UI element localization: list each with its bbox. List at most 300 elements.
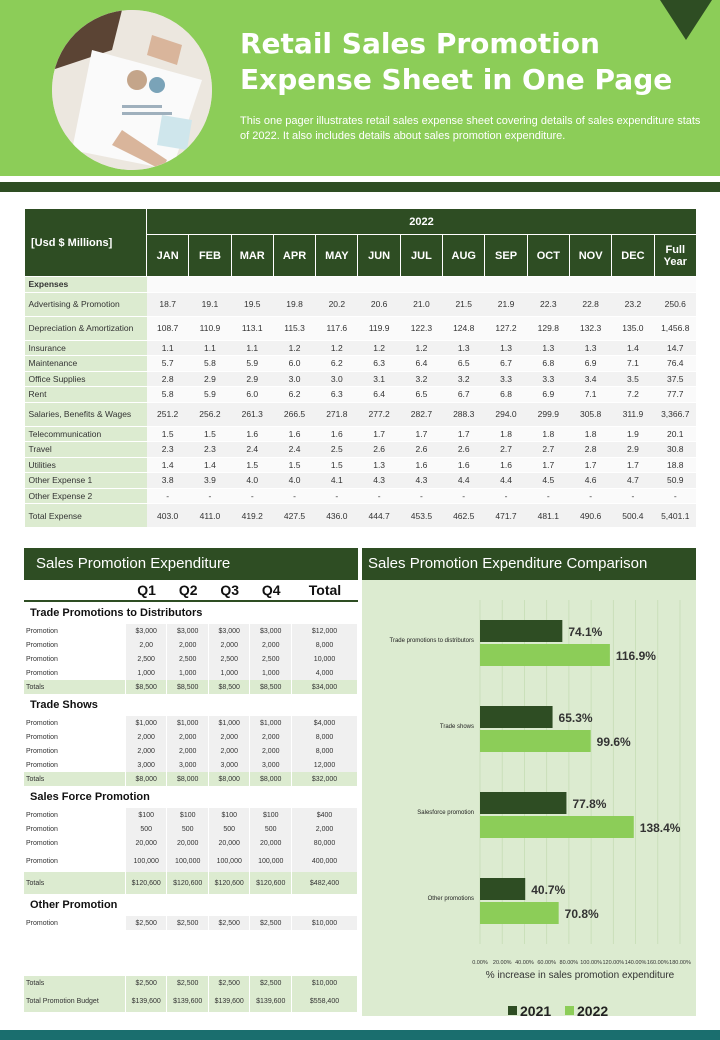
expense-value: 1.3 [443,340,485,356]
expense-row [25,292,697,316]
expense-value: 305.8 [569,402,611,426]
row-value: 8,000 [292,730,358,744]
row-value: $139,600 [126,990,168,1012]
expense-value: 3,366.7 [654,402,696,426]
expense-value: 299.9 [527,402,569,426]
quarter-col-header: Total [308,582,342,598]
bar-2022 [480,644,610,666]
row-value: 500 [209,822,251,836]
expense-value: 7.1 [612,356,654,372]
expense-label: Other Expense 1 [25,473,147,489]
row-label: Totals [24,872,126,894]
row-value: $2,500 [167,916,209,930]
expense-value: - [400,488,442,504]
row-value: 2,500 [209,652,251,666]
expense-value: 77.7 [654,387,696,403]
expense-value: 124.8 [443,316,485,340]
row-value: 2,000 [167,730,209,744]
expense-value: 1.6 [273,426,315,442]
expense-value: 6.9 [527,387,569,403]
expense-value: 250.6 [654,292,696,316]
expense-value: 3.3 [485,371,527,387]
row-value: $8,000 [209,772,251,786]
expense-value: 2.8 [569,442,611,458]
row-label: Totals [24,680,126,694]
expense-value: 20.2 [316,292,358,316]
row-value: $100 [126,808,168,822]
row-value: 500 [250,822,292,836]
bar-2021 [480,792,566,814]
expense-value: 1.1 [147,340,189,356]
expense-label: Office Supplies [25,371,147,387]
expense-value: 2.6 [400,442,442,458]
month-header: Full Year [654,235,696,277]
promotion-row [24,822,358,836]
expense-value: 444.7 [358,504,400,528]
row-value: 2,000 [209,638,251,652]
row-value: 20,000 [250,836,292,850]
data-label-2021: 77.8% [572,797,607,811]
data-label-2021: 65.3% [558,711,593,725]
row-value: $1,000 [126,716,168,730]
expense-value: 20.6 [358,292,400,316]
expense-value: 1,456.8 [654,316,696,340]
expense-value: 1.3 [527,340,569,356]
section-label: Expenses [25,277,147,293]
promotion-group-title: Other Promotion [30,899,118,911]
year-header: 2022 [147,209,697,235]
expense-value: 3.9 [189,473,231,489]
promotion-group-title: Trade Shows [30,699,98,711]
row-value: 10,000 [292,652,358,666]
row-value: 400,000 [292,850,358,872]
expense-value: 4.6 [569,473,611,489]
bar-2021 [480,706,553,728]
expense-value: 6.3 [358,356,400,372]
row-value: 3,000 [209,758,251,772]
expense-value: 4.3 [400,473,442,489]
data-label-2021: 40.7% [531,883,566,897]
tick-label: 80.00% [559,960,579,966]
expense-row [25,402,697,426]
row-value: 100,000 [209,850,251,872]
row-value: 12,000 [292,758,358,772]
expense-value: 2.9 [189,371,231,387]
tick-label: 0.00% [472,960,488,966]
promotion-row [24,850,358,872]
row-value: $558,400 [292,990,358,1012]
bar-2021 [480,620,562,642]
row-value: $3,000 [209,624,251,638]
totals-row [24,680,358,694]
tick-label: 100.00% [580,960,602,966]
row-value: $2,500 [250,976,292,990]
totals-row [24,976,358,990]
expense-value: 3.0 [316,371,358,387]
expense-value: 1.2 [358,340,400,356]
row-label: Promotion [24,836,126,850]
expense-value: 3.5 [612,371,654,387]
expense-row [25,504,697,528]
month-header: AUG [443,235,485,277]
row-value: $2,500 [126,976,168,990]
expense-value: 6.2 [316,356,358,372]
promotion-row [24,916,358,930]
expense-value: 1.7 [358,426,400,442]
expense-row [25,387,697,403]
x-axis-label: % increase in sales promotion expenditure [485,970,675,981]
expense-value: 1.4 [612,340,654,356]
expense-value: 1.8 [527,426,569,442]
row-value: 2,000 [209,730,251,744]
expense-value: 4.5 [527,473,569,489]
expense-row [25,426,697,442]
row-label: Totals [24,976,126,990]
expense-value: 490.6 [569,504,611,528]
expense-value: 6.3 [316,387,358,403]
expense-value: 23.2 [612,292,654,316]
expense-value: 7.1 [569,387,611,403]
month-header: APR [273,235,315,277]
expense-value: 1.3 [569,340,611,356]
row-value: $139,600 [250,990,292,1012]
totals-row [24,772,358,786]
expense-label: Insurance [25,340,147,356]
expense-value: 119.9 [358,316,400,340]
row-value: $8,500 [250,680,292,694]
row-value: $100 [250,808,292,822]
expense-value: 113.1 [231,316,273,340]
row-value: 1,000 [126,666,168,680]
expense-value: 6.8 [485,387,527,403]
expense-value: 6.8 [527,356,569,372]
promotion-expenditure-title: Sales Promotion Expenditure [24,548,358,580]
expense-value: 1.8 [485,426,527,442]
row-value: 8,000 [292,744,358,758]
row-value: $2,500 [167,976,209,990]
bar-2022 [480,902,559,924]
expense-table [24,208,697,528]
expense-value: 3.8 [147,473,189,489]
expense-row [25,473,697,489]
expense-label: Utilities [25,457,147,473]
row-value: $120,600 [209,872,251,894]
expense-value: 282.7 [400,402,442,426]
expense-value: 1.1 [189,340,231,356]
row-label: Promotion [24,652,126,666]
expense-label: Depreciation & Amortization [25,316,147,340]
expense-value: 481.1 [527,504,569,528]
row-label: Promotion [24,730,126,744]
expense-value: 500.4 [612,504,654,528]
row-label: Promotion [24,822,126,836]
expense-value: 4.4 [443,473,485,489]
row-label: Promotion [24,624,126,638]
expense-value: 1.7 [443,426,485,442]
bar-2021 [480,878,525,900]
promotion-row [24,716,358,730]
row-value: 20,000 [167,836,209,850]
totals-row [24,872,358,894]
row-value: $3,000 [126,624,168,638]
row-value: $1,000 [167,716,209,730]
header-banner [0,0,720,176]
expense-value: 2.7 [527,442,569,458]
expense-value: 4.4 [485,473,527,489]
expense-value: 1.6 [231,426,273,442]
expense-value: 3.2 [400,371,442,387]
row-value: 2,000 [126,744,168,758]
row-value: $120,600 [250,872,292,894]
expense-value: 7.2 [612,387,654,403]
expense-label: Other Expense 2 [25,488,147,504]
promotion-row [24,730,358,744]
expense-value: 6.0 [273,356,315,372]
month-header: FEB [189,235,231,277]
row-value: $3,000 [167,624,209,638]
expense-value: 4.0 [231,473,273,489]
row-value: 2,500 [126,652,168,666]
row-value: $10,000 [292,916,358,930]
expense-value: - [358,488,400,504]
month-header: DEC [612,235,654,277]
expense-value: 251.2 [147,402,189,426]
expense-value: - [569,488,611,504]
expense-value: 2.4 [273,442,315,458]
expense-value: 2.9 [231,371,273,387]
expense-value: 1.2 [316,340,358,356]
expense-value: 22.3 [527,292,569,316]
expense-value: 1.5 [189,426,231,442]
row-value: $34,000 [292,680,358,694]
row-value: $2,500 [209,916,251,930]
expense-value: 6.4 [400,356,442,372]
data-label-2022: 99.6% [596,735,631,749]
promotion-row [24,666,358,680]
expense-value: 14.7 [654,340,696,356]
tick-label: 180.00% [669,960,691,966]
footer-bar [0,1030,720,1040]
expense-value: 2.8 [147,371,189,387]
expense-value: 462.5 [443,504,485,528]
row-value: 3,000 [126,758,168,772]
expense-value: 19.1 [189,292,231,316]
totals-row [24,990,358,1012]
row-value: $4,000 [292,716,358,730]
expense-row [25,442,697,458]
row-value: $120,600 [167,872,209,894]
expense-value: - [485,488,527,504]
row-value: 4,000 [292,666,358,680]
row-value: $139,600 [209,990,251,1012]
expense-value: 18.8 [654,457,696,473]
expense-value: 471.7 [485,504,527,528]
promotion-row [24,638,358,652]
row-value: 100,000 [250,850,292,872]
expense-value: 1.5 [231,457,273,473]
row-value: 100,000 [167,850,209,872]
expense-row [25,356,697,372]
expense-value: 4.1 [316,473,358,489]
row-value: $2,500 [250,916,292,930]
title-line-1: Retail Sales Promotion [240,27,600,60]
expense-value: 453.5 [400,504,442,528]
row-value: 80,000 [292,836,358,850]
tick-label: 20.00% [492,960,512,966]
expense-value: 117.6 [316,316,358,340]
expense-value: 2.6 [358,442,400,458]
expense-value: 129.8 [527,316,569,340]
row-value: $8,500 [126,680,168,694]
month-header: SEP [485,235,527,277]
expense-value: 1.5 [316,457,358,473]
month-header: JUN [358,235,400,277]
expense-value: - [654,488,696,504]
row-value: 1,000 [167,666,209,680]
row-value: 2,00 [126,638,168,652]
expense-value: 1.9 [612,426,654,442]
promotion-row [24,744,358,758]
row-value: $400 [292,808,358,822]
row-label: Total Promotion Budget [24,990,126,1012]
expense-value: 127.2 [485,316,527,340]
promotion-row [24,758,358,772]
expense-value: 132.3 [569,316,611,340]
expense-value: 50.9 [654,473,696,489]
chart-title: Sales Promotion Expenditure Comparison [362,548,696,580]
expense-value: 21.5 [443,292,485,316]
expense-value: - [316,488,358,504]
expense-value: 19.5 [231,292,273,316]
row-value: $2,500 [126,916,168,930]
row-value: 2,000 [250,638,292,652]
category-label: Trade shows [439,724,474,730]
row-value: 2,000 [292,822,358,836]
row-value: $139,600 [167,990,209,1012]
expense-label: Advertising & Promotion [25,292,147,316]
expense-value: 6.2 [273,387,315,403]
expense-value: 6.7 [443,387,485,403]
expense-value: 6.9 [569,356,611,372]
row-value: $8,000 [167,772,209,786]
expense-value: 4.7 [612,473,654,489]
hands-document-illustration [52,10,212,170]
expense-row [25,340,697,356]
month-header: NOV [569,235,611,277]
row-value: $32,000 [292,772,358,786]
month-header: JUL [400,235,442,277]
row-value: 8,000 [292,638,358,652]
expense-value: 3.2 [443,371,485,387]
expense-value: 1.5 [147,426,189,442]
tick-label: 160.00% [646,960,669,966]
expense-row [25,316,697,340]
expense-value: 18.7 [147,292,189,316]
expense-value: 110.9 [189,316,231,340]
row-value: 3,000 [167,758,209,772]
quarter-header [24,580,358,602]
row-value: 2,000 [209,744,251,758]
promotion-expenditure-panel [24,548,358,1016]
unit-label: [Usd $ Millions] [25,209,147,277]
expense-value: 5.9 [189,387,231,403]
page-subtitle: This one pager illustrates retail sales expense sheet covering details of sales expenditure stats of 2022. It also includes details about sales promotion expenditure. [240,115,701,142]
expense-value: 122.3 [400,316,442,340]
expense-value: 1.6 [485,457,527,473]
expense-value: 1.6 [400,457,442,473]
expense-value: 311.9 [612,402,654,426]
tick-label: 60.00% [537,960,556,966]
expense-value: - [527,488,569,504]
legend-swatch-2021 [508,1006,517,1015]
expense-value: - [147,488,189,504]
expense-value: 2.6 [443,442,485,458]
row-label: Promotion [24,808,126,822]
bar-2022 [480,730,591,752]
expense-value: - [612,488,654,504]
data-label-2022: 116.9% [615,649,656,663]
expense-value: - [443,488,485,504]
month-header: JAN [147,235,189,277]
category-label: Other promotions [427,896,474,902]
expense-value: 115.3 [273,316,315,340]
title-line-2: Expense Sheet in One Page [240,63,673,96]
promotion-group-title: Sales Force Promotion [30,791,150,803]
bar-2022 [480,816,634,838]
expense-value: 271.8 [316,402,358,426]
expense-value: 1.7 [612,457,654,473]
expense-value: 1.6 [316,426,358,442]
row-value: 3,000 [250,758,292,772]
row-value: $1,000 [250,716,292,730]
expense-value: 3.3 [527,371,569,387]
expense-value: 436.0 [316,504,358,528]
expense-label: Telecommunication [25,426,147,442]
expense-value: 419.2 [231,504,273,528]
row-value: 2,000 [250,744,292,758]
expense-value: 22.8 [569,292,611,316]
expense-value: 1.8 [569,426,611,442]
row-value: $12,000 [292,624,358,638]
row-label: Promotion [24,638,126,652]
data-label-2022: 70.8% [564,907,599,921]
expense-value: 411.0 [189,504,231,528]
expense-value: 1.6 [443,457,485,473]
expense-label: Maintenance [25,356,147,372]
row-value: $3,000 [250,624,292,638]
row-label: Promotion [24,666,126,680]
expense-value: 256.2 [189,402,231,426]
data-label-2022: 138.4% [639,821,681,835]
expense-value: 1.2 [400,340,442,356]
row-value: 500 [167,822,209,836]
row-value: 2,000 [167,638,209,652]
month-header: MAR [231,235,273,277]
expense-value: - [231,488,273,504]
legend-label-2022: 2022 [577,1003,609,1016]
row-value: $482,400 [292,872,358,894]
expense-value: 6.4 [358,387,400,403]
expense-value: 76.4 [654,356,696,372]
expense-value: 135.0 [612,316,654,340]
expense-label: Travel [25,442,147,458]
promotion-row [24,652,358,666]
comparison-chart-panel [362,548,696,1016]
expense-value: 5.8 [189,356,231,372]
expense-value: 1.7 [569,457,611,473]
category-label: Trade promotions to distributors [389,638,474,644]
expense-value: 21.9 [485,292,527,316]
